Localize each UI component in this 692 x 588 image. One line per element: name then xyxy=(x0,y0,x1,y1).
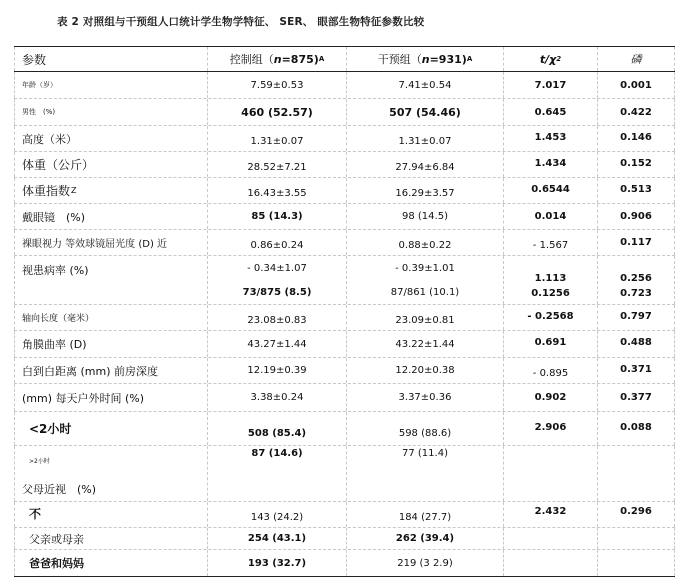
p-value: 0.146 xyxy=(597,126,675,151)
comparison-table xyxy=(14,46,675,577)
intervention-value: 184 (27.7) xyxy=(346,502,503,527)
header-p-value: 磷 xyxy=(597,47,675,71)
table-row xyxy=(14,204,675,230)
p-value: 0.117 xyxy=(597,230,675,255)
row-label: 白到白距离 (mm) 前房深度 xyxy=(14,358,207,383)
intervention-value: 262 (39.4) xyxy=(346,528,503,549)
intervention-value: 23.09±0.81 xyxy=(346,305,503,330)
intervention-value: 16.29±3.57 xyxy=(346,178,503,203)
control-value: 85 (14.3) xyxy=(207,204,346,229)
row-label: 轴向长度（毫米） xyxy=(14,305,207,330)
p-value xyxy=(597,550,675,576)
control-value: 3.38±0.24 xyxy=(207,384,346,411)
table-row xyxy=(14,126,675,152)
statistic-value: 0.014 xyxy=(503,204,597,229)
statistic-value xyxy=(503,528,597,549)
table-row xyxy=(14,230,675,256)
control-value-ser: - 0.34±1.07 xyxy=(247,262,307,274)
statistic-value: - 0.895 xyxy=(503,358,597,383)
intervention-value: 77 (11.4) xyxy=(346,446,503,501)
table-row xyxy=(14,358,675,384)
p-value: 0.422 xyxy=(597,99,675,125)
header-param: 参数 xyxy=(14,47,207,71)
table-row xyxy=(14,331,675,358)
header-intervention-group xyxy=(346,47,503,71)
header-statistic xyxy=(503,47,597,71)
p-value xyxy=(597,528,675,549)
row-label: 戴眼镜 (%) xyxy=(14,204,207,229)
intervention-value: 507 (54.46) xyxy=(346,99,503,125)
control-value-prevalence: 73/875 (8.5) xyxy=(242,286,312,298)
statistic-value: 0.902 xyxy=(503,384,597,411)
table-row xyxy=(14,256,675,305)
intervention-value: 98 (14.5) xyxy=(346,204,503,229)
statistic-value: 0.691 xyxy=(503,331,597,357)
header-intervention-footnote: A xyxy=(466,55,473,63)
section-label-parental-myopia: 父母近视 (%) xyxy=(22,483,97,496)
p-value: 0.088 xyxy=(597,412,675,445)
row-label: 裸眼视力 等效球镜屈光度 (D) 近 xyxy=(14,230,207,255)
control-value xyxy=(207,256,346,304)
row-label: 爸爸和妈妈 xyxy=(14,550,207,576)
table-caption: 表 2 对照组与干预组人口统计学生物学特征、 SER、 眼部生物特征参数比较 xyxy=(57,16,425,28)
row-label: (mm) 每天户外时间 (%) xyxy=(14,384,207,411)
header-control-footnote: A xyxy=(318,55,325,63)
control-value: 28.52±7.21 xyxy=(207,152,346,177)
control-value: 23.08±0.83 xyxy=(207,305,346,330)
p-value: 0.001 xyxy=(597,72,675,98)
table-row xyxy=(14,99,675,126)
header-control-prefix: 控制组（ xyxy=(229,53,274,66)
table-row xyxy=(14,528,675,550)
row-label-footnote: Z xyxy=(71,186,77,195)
control-value: 12.19±0.39 xyxy=(207,358,346,383)
row-label xyxy=(14,446,207,501)
p-value: 0.152 xyxy=(597,152,675,177)
table-row xyxy=(14,502,675,528)
row-label: 体重（公斤） xyxy=(14,152,207,177)
statistic-value: 1.453 xyxy=(503,126,597,151)
row-label xyxy=(14,178,207,203)
header-intervention-prefix: 干预组（ xyxy=(377,53,422,66)
control-value: 508 (85.4) xyxy=(207,412,346,445)
statistic-value: 7.017 xyxy=(503,72,597,98)
control-value: 43.27±1.44 xyxy=(207,331,346,357)
header-intervention-n: n xyxy=(421,52,430,66)
table-row xyxy=(14,72,675,99)
statistic-value: - 0.2568 xyxy=(503,305,597,330)
table-row xyxy=(14,550,675,576)
intervention-value-prevalence: 87/861 (10.1) xyxy=(390,286,460,298)
statistic-value: 0.645 xyxy=(503,99,597,125)
intervention-value: 1.31±0.07 xyxy=(346,126,503,151)
statistic-value: 2.432 xyxy=(503,502,597,527)
header-control-suffix: =875) xyxy=(281,52,319,66)
row-label: <2小时 xyxy=(14,412,207,445)
control-value: 16.43±3.55 xyxy=(207,178,346,203)
table-row xyxy=(14,412,675,446)
intervention-value xyxy=(346,256,503,304)
intervention-value: 27.94±6.84 xyxy=(346,152,503,177)
row-label: 高度（米） xyxy=(14,126,207,151)
row-label-over-2h: >2小时 xyxy=(29,458,50,465)
row-label-text: 体重指数 xyxy=(22,184,71,198)
statistic-value xyxy=(503,550,597,576)
control-value: 1.31±0.07 xyxy=(207,126,346,151)
header-control-group xyxy=(207,47,346,71)
p-value xyxy=(597,446,675,501)
p-value: 0.296 xyxy=(597,502,675,527)
header-statistic-label: t/χ xyxy=(539,52,557,66)
intervention-value: 43.22±1.44 xyxy=(346,331,503,357)
row-label: 年龄（岁） xyxy=(14,72,207,98)
statistic-value: 0.6544 xyxy=(503,178,597,203)
intervention-value: 598 (88.6) xyxy=(346,412,503,445)
table-row xyxy=(14,384,675,412)
row-label: 角膜曲率 (D) xyxy=(14,331,207,357)
row-label: 不 xyxy=(14,502,207,527)
statistic-value: 2.906 xyxy=(503,412,597,445)
intervention-value: 0.88±0.22 xyxy=(346,230,503,255)
row-label: 视患病率 (%) xyxy=(14,256,207,304)
row-label: 男性 (%) xyxy=(14,99,207,125)
intervention-value: 12.20±0.38 xyxy=(346,358,503,383)
p-value: 0.371 xyxy=(597,358,675,383)
statistic-value: - 1.567 xyxy=(503,230,597,255)
p-value: 0.513 xyxy=(597,178,675,203)
control-value: 87 (14.6) xyxy=(207,446,346,501)
header-statistic-sup: 2 xyxy=(556,55,562,63)
control-value: 0.86±0.24 xyxy=(207,230,346,255)
p-value: 0.906 xyxy=(597,204,675,229)
row-label: 父亲或母亲 xyxy=(14,528,207,549)
control-value: 193 (32.7) xyxy=(207,550,346,576)
p-value: 0.377 xyxy=(597,384,675,411)
control-value: 7.59±0.53 xyxy=(207,72,346,98)
p-value-1: 0.256 xyxy=(620,273,652,284)
table-row xyxy=(14,178,675,204)
p-value-2: 0.723 xyxy=(620,288,652,299)
control-value: 143 (24.2) xyxy=(207,502,346,527)
control-value: 254 (43.1) xyxy=(207,528,346,549)
statistic-value xyxy=(503,256,597,304)
p-value: 0.797 xyxy=(597,305,675,330)
statistic-value-2: 0.1256 xyxy=(531,288,570,299)
statistic-value xyxy=(503,446,597,501)
statistic-value-1: 1.113 xyxy=(534,273,567,284)
table-row xyxy=(14,305,675,331)
intervention-value: 3.37±0.36 xyxy=(346,384,503,411)
statistic-value: 1.434 xyxy=(503,152,597,177)
p-value xyxy=(597,256,675,304)
table-row xyxy=(14,446,675,502)
header-control-n: n xyxy=(273,52,282,66)
header-intervention-suffix: =931) xyxy=(429,52,467,66)
intervention-value: 219 (3 2.9) xyxy=(346,550,503,576)
table-header-row xyxy=(14,47,675,72)
p-value: 0.488 xyxy=(597,331,675,357)
table-row xyxy=(14,152,675,178)
control-value: 460 (52.57) xyxy=(207,99,346,125)
intervention-value: 7.41±0.54 xyxy=(346,72,503,98)
intervention-value-ser: - 0.39±1.01 xyxy=(395,262,455,274)
